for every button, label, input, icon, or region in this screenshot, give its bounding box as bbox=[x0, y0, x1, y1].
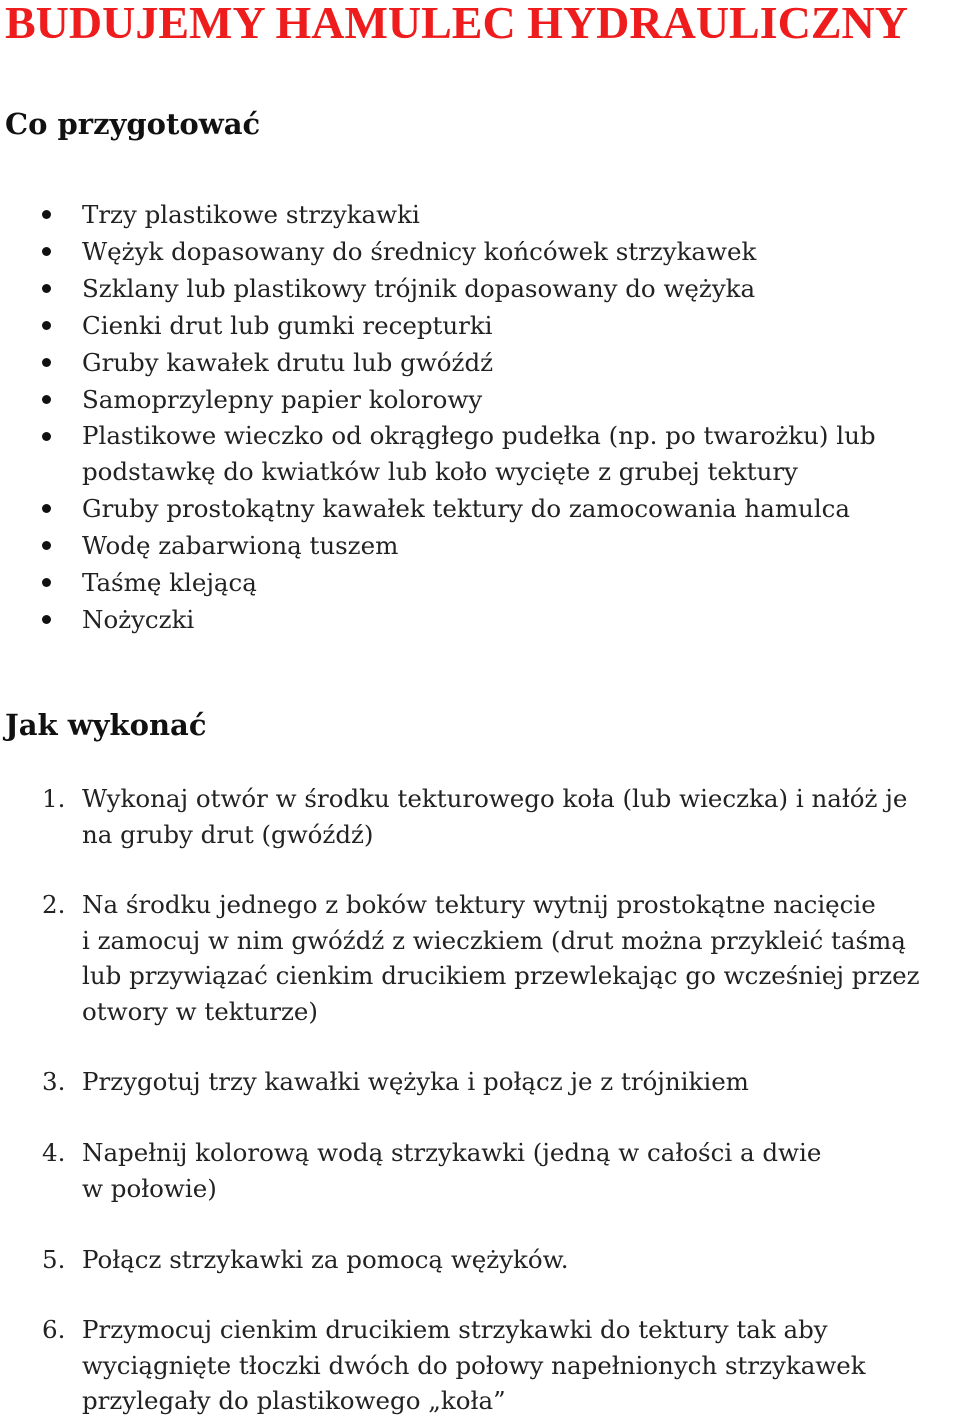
step-line: otwory w tekturze) bbox=[82, 996, 318, 1026]
list-item-text: Gruby prostokątny kawałek tektury do zamocowania hamulca bbox=[82, 494, 850, 523]
bullet-icon bbox=[42, 541, 51, 550]
list-item bbox=[0, 270, 960, 307]
list-item bbox=[0, 381, 960, 418]
step-line: Przymocuj cienkim drucikiem strzykawki do tektury tak aby bbox=[82, 1315, 828, 1344]
list-item bbox=[0, 307, 960, 344]
step-line: Przygotuj trzy kawałki wężyka i połącz je z trójnikiem bbox=[82, 1067, 749, 1096]
step-text bbox=[82, 887, 960, 1029]
step-text bbox=[82, 1312, 960, 1419]
list-item-text: Wężyk dopasowany do średnicy końcówek strzykawek bbox=[82, 237, 757, 266]
materials-list bbox=[0, 196, 960, 638]
list-item-text: Szklany lub plastikowy trójnik dopasowany do wężyka bbox=[82, 274, 756, 303]
step-line: przylegały do plastikowego „koła” bbox=[82, 1386, 506, 1415]
step-line: Napełnij kolorową wodą strzykawki (jedną w całości a dwie bbox=[82, 1138, 822, 1167]
how-heading: Jak wykonać bbox=[5, 708, 207, 742]
bullet-icon bbox=[42, 210, 51, 219]
step-text bbox=[82, 1135, 960, 1206]
list-item bbox=[0, 527, 960, 564]
step-number: 4. bbox=[42, 1138, 66, 1167]
bullet-icon bbox=[42, 395, 51, 404]
step-number: 2. bbox=[42, 890, 66, 919]
list-item bbox=[0, 564, 960, 601]
step-number: 6. bbox=[42, 1315, 66, 1344]
bullet-icon bbox=[42, 432, 51, 441]
step-line: i zamocuj w nim gwóźdź z wieczkiem (drut można przykleić taśmą bbox=[82, 925, 906, 955]
list-item bbox=[0, 344, 960, 381]
bullet-icon bbox=[42, 284, 51, 293]
list-item bbox=[0, 490, 960, 527]
list-item-text: Wodę zabarwioną tuszem bbox=[82, 531, 399, 560]
step-number: 1. bbox=[42, 784, 66, 813]
list-item-text: Cienki drut lub gumki recepturki bbox=[82, 311, 493, 340]
step-number: 5. bbox=[42, 1245, 66, 1274]
list-item bbox=[0, 233, 960, 270]
prepare-heading: Co przygotować bbox=[5, 107, 261, 141]
document-title: BUDUJEMY HAMULEC HYDRAULICZNY bbox=[5, 0, 908, 48]
bullet-icon bbox=[42, 321, 51, 330]
step-line: Połącz strzykawki za pomocą wężyków. bbox=[82, 1245, 569, 1274]
bullet-icon bbox=[42, 615, 51, 624]
list-item bbox=[0, 196, 960, 233]
bullet-icon bbox=[42, 578, 51, 587]
step-text bbox=[82, 1242, 960, 1278]
step-text bbox=[82, 781, 960, 852]
step-line: w połowie) bbox=[82, 1173, 217, 1203]
list-item-text: Trzy plastikowe strzykawki bbox=[82, 200, 420, 229]
step-line: na gruby drut (gwóźdź) bbox=[82, 819, 374, 849]
list-item bbox=[0, 601, 960, 638]
list-item-text: Nożyczki bbox=[82, 605, 195, 634]
list-item-text: Plastikowe wieczko od okrągłego pudełka (np. po twarożku) lub podstawkę do kwiatków lub koło wycięte z grubej tektury bbox=[82, 421, 876, 486]
step-line: wyciągnięte tłoczki dwóch do połowy napełnionych strzykawek bbox=[82, 1350, 866, 1380]
step-line: Na środku jednego z boków tektury wytnij prostokątne nacięcie bbox=[82, 890, 876, 919]
step-number: 3. bbox=[42, 1067, 66, 1096]
list-item-text: Taśmę klejącą bbox=[82, 568, 257, 597]
bullet-icon bbox=[42, 358, 51, 367]
step-line: Wykonaj otwór w środku tekturowego koła (lub wieczka) i nałóż je bbox=[82, 784, 908, 813]
list-item-text: Samoprzylepny papier kolorowy bbox=[82, 385, 483, 414]
list-item bbox=[0, 418, 960, 490]
bullet-icon bbox=[42, 504, 51, 513]
bullet-icon bbox=[42, 247, 51, 256]
step-text bbox=[82, 1064, 960, 1100]
step-line: lub przywiązać cienkim drucikiem przewlekając go wcześniej przez bbox=[82, 961, 920, 990]
list-item-text: Gruby kawałek drutu lub gwóźdź bbox=[82, 348, 494, 377]
